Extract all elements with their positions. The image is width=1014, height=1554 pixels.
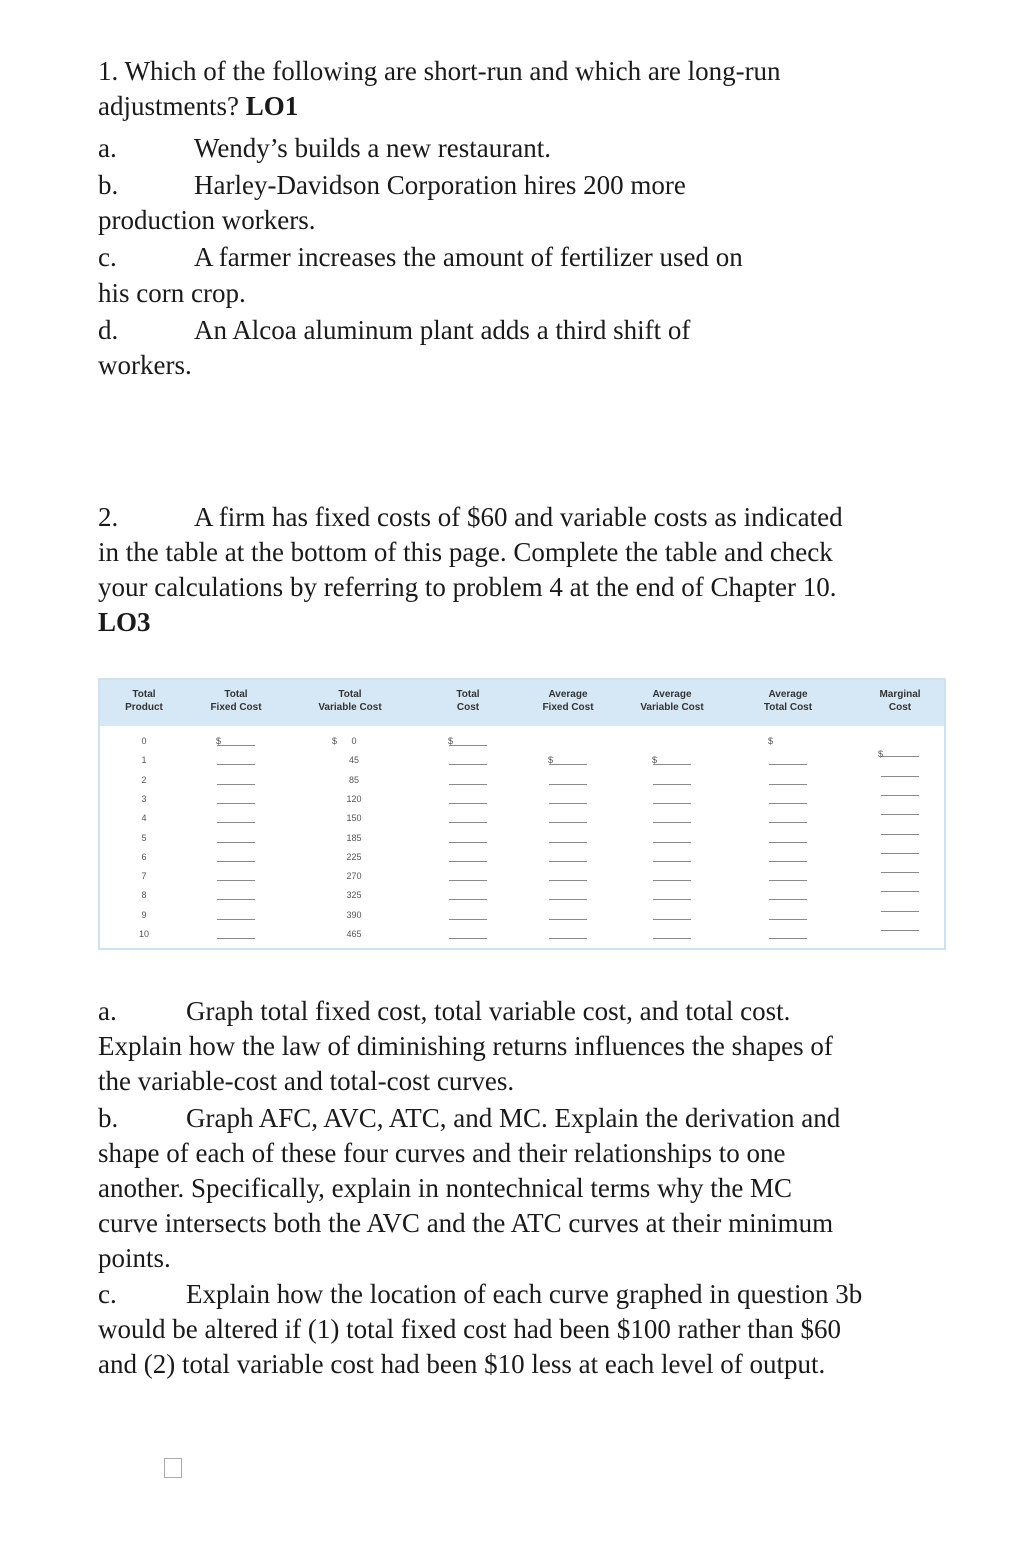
question-1-item-c-cont: his corn crop. [98,278,246,308]
header-line: Average [768,689,808,700]
answer-blank[interactable] [217,842,255,843]
total-variable-cost-cell: 85 [348,774,359,785]
answer-blank[interactable] [881,795,919,796]
question-1-text: 1. Which of the following are short-run and which are long-run adjustments? [98,56,781,121]
part-a [98,994,858,1099]
answer-blank[interactable] [549,803,587,804]
total-variable-cost-cell: 390 [346,909,362,920]
header-line: Total [338,689,362,700]
answer-blank[interactable] [653,803,691,804]
answer-blank[interactable] [217,880,255,881]
header-line: Total Cost [763,702,813,713]
answer-blank[interactable] [769,842,807,843]
answer-blank[interactable] [449,784,487,785]
question-2 [98,500,868,640]
question-1-item-b [98,168,686,203]
total-product-cell: 1 [141,755,147,766]
answer-blank[interactable] [769,938,807,939]
answer-blank[interactable] [549,784,587,785]
answer-blank[interactable] [217,745,255,746]
answer-blank[interactable] [217,919,255,920]
answer-blank[interactable] [217,899,255,900]
answer-blank[interactable] [769,861,807,862]
question-1 [98,54,878,124]
table-header-cell [181,688,291,714]
question-1-item-d-cont: workers. [98,350,192,380]
header-line: Fixed Cost [210,702,262,713]
total-variable-cost-cell: 45 [348,755,359,766]
header-line: Fixed Cost [542,702,594,713]
answer-blank[interactable] [449,745,487,746]
header-line: Variable Cost [318,702,382,713]
part-b [98,1101,858,1276]
answer-blank[interactable] [653,861,691,862]
answer-blank[interactable] [549,861,587,862]
total-product-cell: 8 [141,890,147,901]
table-header-cell [295,688,405,714]
question-1-item-c [98,240,743,275]
checkbox-icon[interactable] [164,1458,182,1478]
answer-blank[interactable] [769,764,807,765]
answer-blank[interactable] [769,899,807,900]
answer-blank[interactable] [653,784,691,785]
answer-blank[interactable] [769,880,807,881]
total-product-cell: 3 [141,793,147,804]
header-line: Cost [456,702,480,713]
total-variable-cost-cell: 465 [346,929,362,939]
header-line: Variable Cost [640,702,704,713]
table-header-cell [733,688,843,714]
answer-blank[interactable] [217,803,255,804]
question-1-tag: LO1 [245,91,299,121]
answer-blank[interactable] [881,814,919,815]
item-text: A farmer increases the amount of fertilizer used on [194,242,743,272]
answer-blank[interactable] [449,764,487,765]
question-2-text: A firm has fixed costs of $60 and variable costs as indicated in the table at the bottom of this page. Complete the table and check your calculations by referring to problem 4 at the end of Chapter 10. [98,502,843,602]
dollar-sign: $ [332,736,338,746]
total-variable-cost-cell: 120 [346,793,362,804]
header-line: Average [548,689,588,700]
part-label: a. [98,996,117,1026]
table-header-cell [513,688,623,714]
answer-blank[interactable] [449,803,487,804]
item-label: c. [98,242,117,272]
answer-blank[interactable] [217,784,255,785]
part-text: Graph AFC, AVC, ATC, and MC. Explain the derivation and shape of each of these four curves and their relationships to one another. Specifically, explain in nontechnical terms why the MC curve intersects both the AVC and the ATC curves at their minimum points. [98,1103,841,1273]
question-1-item-b-cont: production workers. [98,205,316,235]
answer-blank[interactable] [653,880,691,881]
item-label: d. [98,315,119,345]
answer-blank[interactable] [769,822,807,823]
answer-blank[interactable] [653,938,691,939]
part-label: c. [98,1279,117,1309]
table-header-cell [845,688,955,714]
answer-blank[interactable] [217,861,255,862]
answer-blank[interactable] [653,899,691,900]
answer-blank[interactable] [549,764,587,765]
header-line: Marginal [879,689,921,700]
dollar-sign: $ [652,755,658,766]
cost-table-header [100,680,944,726]
item-text: Wendy’s builds a new restaurant. [194,133,551,163]
answer-blank[interactable] [769,919,807,920]
header-line: Total [132,689,156,700]
answer-blank[interactable] [881,756,919,757]
total-variable-cost-cell: 0 [351,736,357,746]
question-1-item-d [98,313,690,348]
part-text: Graph total fixed cost, total variable cost, and total cost. Explain how the law of diminishing returns influences the shapes of the variable-cost and total-cost curves. [98,996,833,1096]
total-variable-cost-cell: 185 [346,832,362,843]
part-label: b. [98,1103,119,1133]
total-variable-cost-cell: 270 [346,871,362,882]
answer-blank[interactable] [449,938,487,939]
answer-blank[interactable] [449,822,487,823]
answer-blank[interactable] [881,776,919,777]
answer-blank[interactable] [449,919,487,920]
cost-table [98,678,946,950]
total-product-cell: 10 [138,929,149,939]
total-variable-cost-cell: 150 [346,813,362,824]
answer-blank[interactable] [881,872,919,873]
item-label: b. [98,170,119,200]
answer-blank[interactable] [549,919,587,920]
answer-blank[interactable] [881,853,919,854]
answer-blank[interactable] [549,899,587,900]
answer-blank[interactable] [217,822,255,823]
header-line: Total [456,689,480,700]
header-line: Cost [888,702,912,713]
answer-blank[interactable] [769,784,807,785]
question-2-number: 2. [98,502,119,532]
answer-blank[interactable] [217,764,255,765]
answer-blank[interactable] [549,938,587,939]
answer-blank[interactable] [881,930,919,931]
dollar-sign: $ [768,736,774,746]
answer-blank[interactable] [769,803,807,804]
dollar-sign: $ [216,736,222,746]
answer-blank[interactable] [449,880,487,881]
total-product-cell: 5 [141,832,147,843]
answer-blank[interactable] [881,891,919,892]
total-product-cell: 6 [141,851,147,862]
total-product-cell: 2 [141,774,147,785]
dollar-sign: $ [878,749,884,760]
answer-blank[interactable] [653,919,691,920]
answer-blank[interactable] [653,764,691,765]
question-1-item-a [98,131,551,166]
header-line: Product [125,702,163,713]
table-header-cell [413,688,523,714]
answer-blank[interactable] [549,842,587,843]
dollar-sign: $ [448,736,454,746]
total-product-cell: 0 [141,736,147,746]
header-line: Average [652,689,692,700]
answer-blank[interactable] [881,834,919,835]
answer-blank[interactable] [449,861,487,862]
total-product-cell: 4 [141,813,147,824]
total-variable-cost-cell: 225 [346,851,362,862]
total-variable-cost-cell: 325 [346,890,362,901]
answer-blank[interactable] [549,822,587,823]
answer-blank[interactable] [653,822,691,823]
answer-blank[interactable] [549,880,587,881]
header-line: Total [224,689,248,700]
total-product-cell: 9 [141,909,147,920]
total-product-cell: 7 [141,871,147,882]
question-2-tag: LO3 [98,607,151,637]
table-header-cell [617,688,727,714]
part-text: Explain how the location of each curve graphed in question 3b would be altered if (1) total fixed cost had been $100 rather than $60 and (2) total variable cost had been $10 less at each level of output. [98,1279,863,1379]
answer-blank[interactable] [217,938,255,939]
answer-blank[interactable] [449,899,487,900]
part-c [98,1277,868,1382]
answer-blank[interactable] [449,842,487,843]
answer-blank[interactable] [653,842,691,843]
answer-blank[interactable] [881,911,919,912]
dollar-sign: $ [548,755,554,766]
item-text: An Alcoa aluminum plant adds a third shift of [194,315,691,345]
item-text: Harley-Davidson Corporation hires 200 more [194,170,686,200]
item-label: a. [98,133,117,163]
